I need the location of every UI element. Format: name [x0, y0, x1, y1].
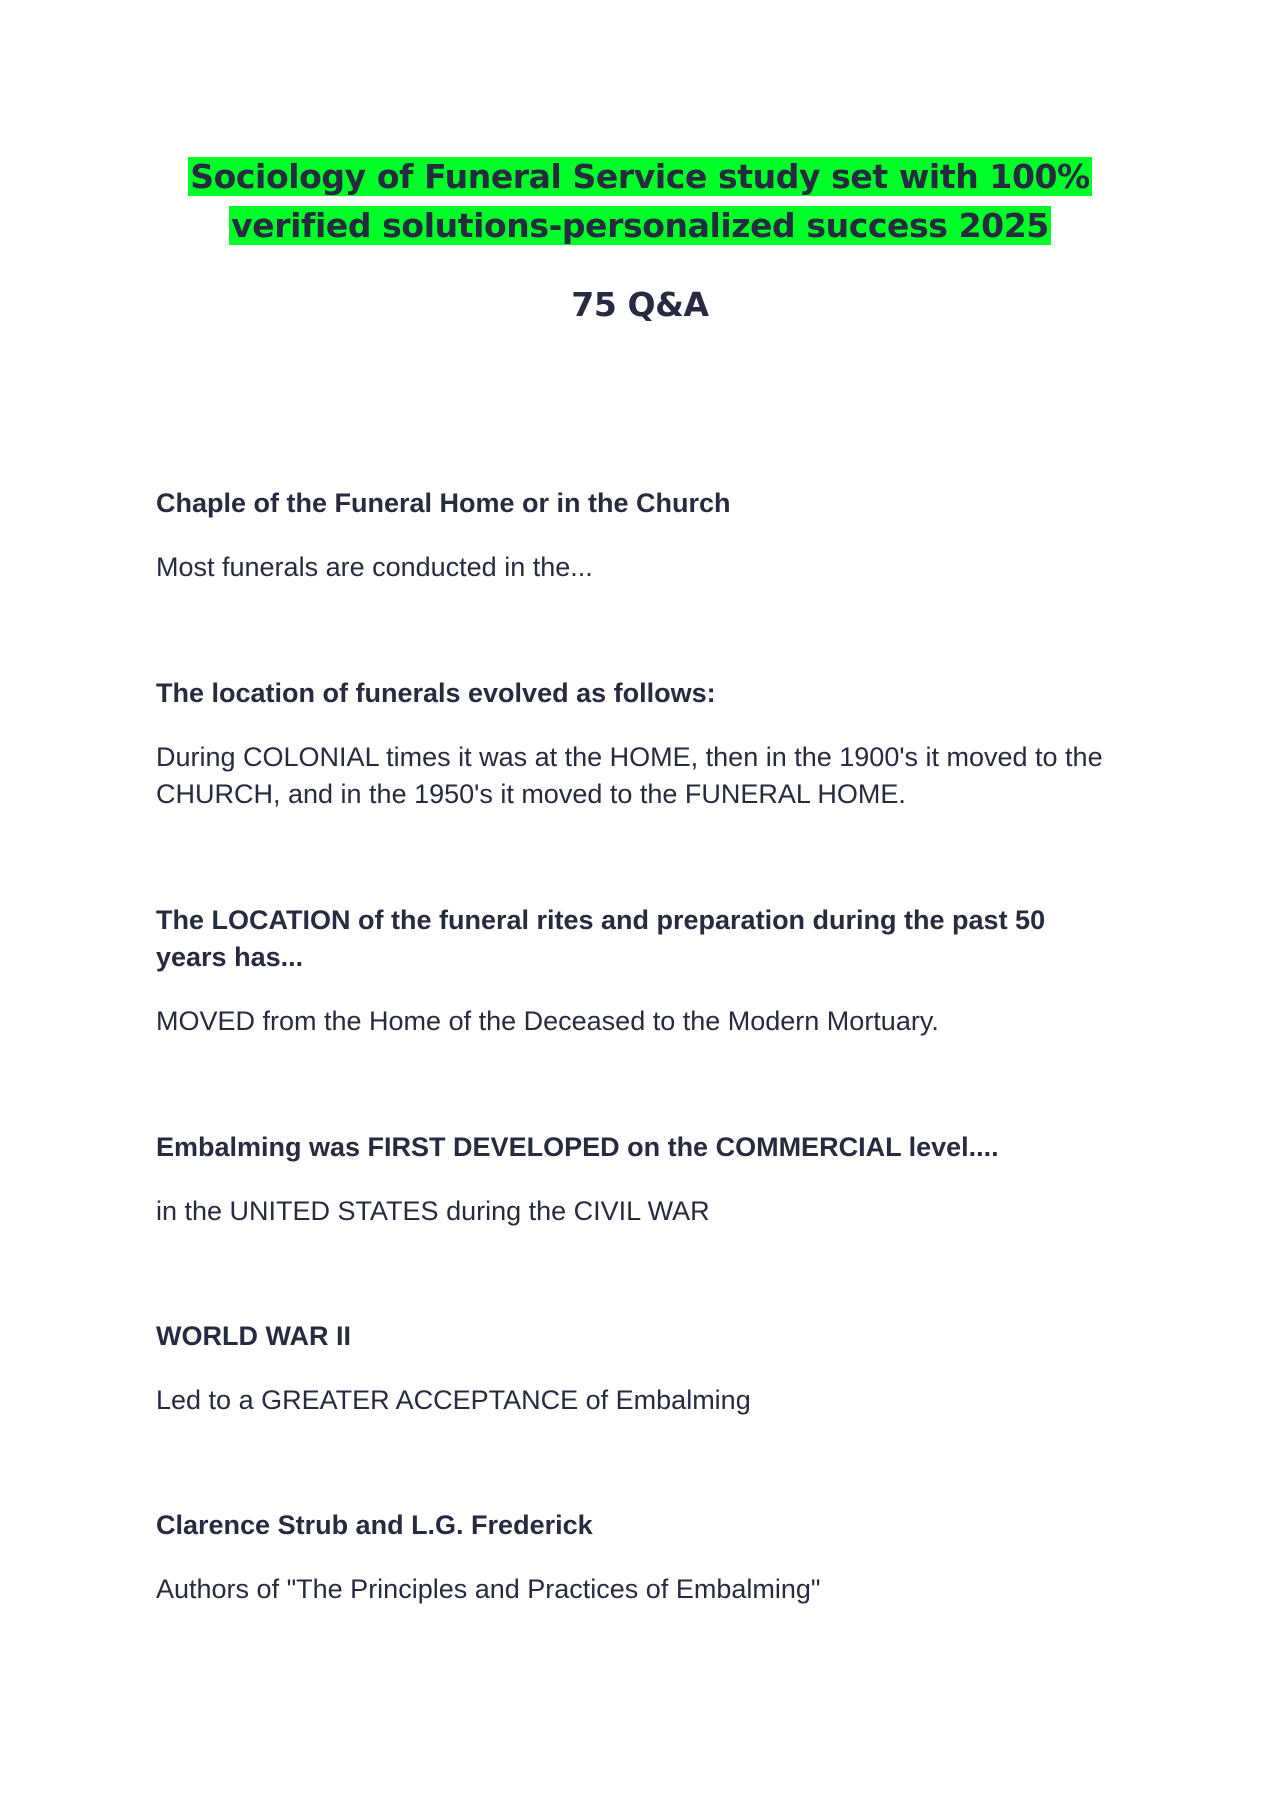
- qa-answer: in the UNITED STATES during the CIVIL WAR: [156, 1196, 710, 1226]
- qa-item: [156, 485, 1116, 675]
- qa-answer: MOVED from the Home of the Deceased to the Modern Mortuary.: [156, 1006, 939, 1036]
- qa-item: [156, 1318, 1116, 1507]
- qa-question: The LOCATION of the funeral rites and preparation during the past 50 years has...: [156, 905, 1046, 972]
- qa-answer: During COLONIAL times it was at the HOME, then in the 1900's it moved to the CHURCH, and in the 1950's it moved to the FUNERAL HOME.: [156, 742, 1103, 809]
- qa-question: Chaple of the Funeral Home or in the Church: [156, 488, 731, 518]
- title-line-1: Sociology of Funeral Service study set with 100%: [190, 157, 1090, 196]
- title-line-2: verified solutions-personalized success 2025: [231, 206, 1049, 245]
- qa-item: [156, 675, 1116, 902]
- qa-question: Clarence Strub and L.G. Frederick: [156, 1510, 593, 1540]
- title-block: [0, 152, 1280, 250]
- qa-question: Embalming was FIRST DEVELOPED on the COMMERCIAL level....: [156, 1132, 999, 1162]
- qa-answer: Led to a GREATER ACCEPTANCE of Embalming: [156, 1385, 751, 1415]
- qa-item: [156, 1129, 1116, 1318]
- document-subtitle: 75 Q&A: [571, 285, 709, 324]
- qa-answer: Authors of "The Principles and Practices of Embalming": [156, 1574, 821, 1604]
- qa-list: [156, 485, 1116, 1627]
- qa-question: The location of funerals evolved as follows:: [156, 678, 716, 708]
- qa-question: WORLD WAR II: [156, 1321, 351, 1351]
- document-title: [188, 152, 1092, 250]
- qa-answer: Most funerals are conducted in the...: [156, 552, 593, 582]
- qa-item: [156, 1507, 1116, 1627]
- qa-item: [156, 902, 1116, 1129]
